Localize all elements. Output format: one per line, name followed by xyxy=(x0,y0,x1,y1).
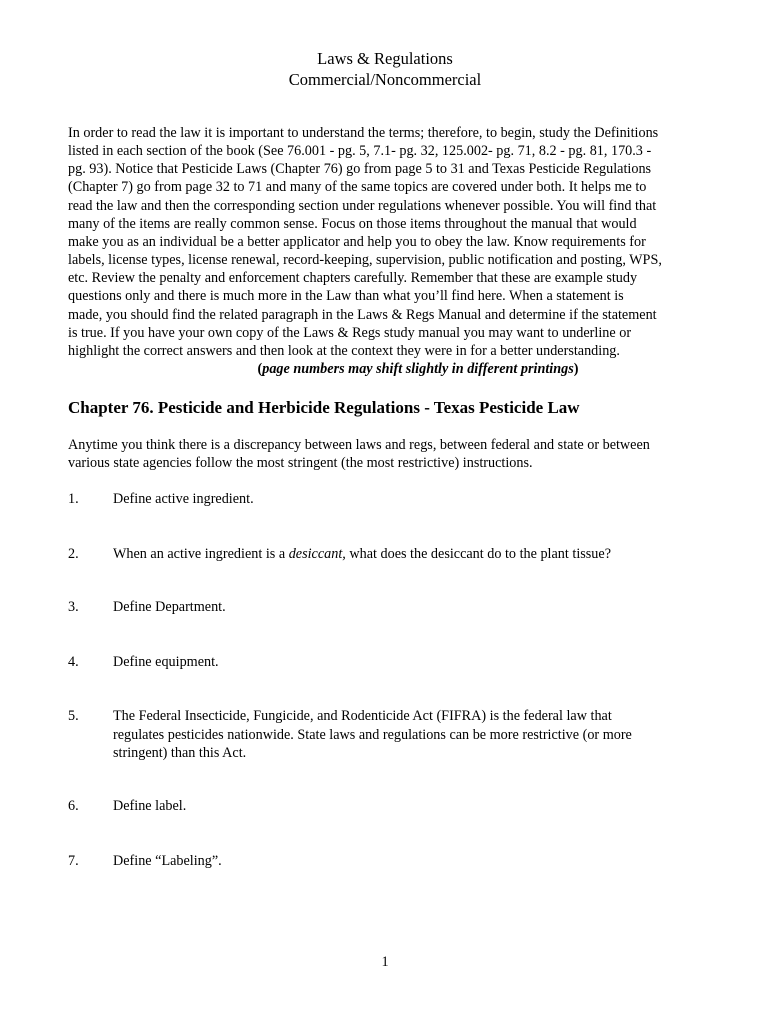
page-number: 1 xyxy=(381,954,389,970)
question-number: 4. xyxy=(68,654,79,670)
intro-line: is true. If you have your own copy of the Laws & Regs study manual you may want to underline or xyxy=(68,324,632,341)
intro-line: labels, license types, license renewal, record-keeping, supervision, public notification and posting, WPS, xyxy=(68,252,662,269)
question-number: 6. xyxy=(68,798,79,814)
stringent-note-line: Anytime you think there is a discrepancy between laws and regs, between federal and state or between xyxy=(68,437,650,453)
question-number: 3. xyxy=(68,599,79,615)
question-number: 2. xyxy=(68,546,79,562)
question-text: The Federal Insecticide, Fungicide, and Rodenticide Act (FIFRA) is the federal law that regulates pesticides nationwide. State laws and regulations can be more restrictive (or more stringent) than this Act. xyxy=(113,708,632,761)
question-text: Define Department. xyxy=(113,599,226,615)
stringent-note xyxy=(68,436,650,472)
intro-line: pg. 93). Notice that Pesticide Laws (Chapter 76) go from page 5 to 31 and Texas Pesticide Regulations xyxy=(68,161,652,178)
question-text: Define equipment. xyxy=(113,654,219,670)
stringent-note-line: various state agencies follow the most stringent (the most restrictive) instructions. xyxy=(68,455,533,472)
question-text: Define “Labeling”. xyxy=(113,853,222,869)
question-text: When an active ingredient is a desiccant, what does the desiccant do to the plant tissue? xyxy=(113,546,611,562)
question-text: Define label. xyxy=(113,798,187,814)
intro-line: make you as an individual be a better applicator and help you to obey the law. Know requirements for xyxy=(68,233,646,250)
intro-paragraph xyxy=(68,124,708,378)
question-number: 7. xyxy=(68,853,79,869)
intro-line: In order to read the law it is important to understand the terms; therefore, to begin, study the Definitions xyxy=(68,125,659,141)
desiccant-term: desiccant, xyxy=(288,546,346,562)
page-number-note-text: page numbers may shift slightly in different printings xyxy=(262,361,574,378)
question-number: 1. xyxy=(68,491,79,507)
intro-line: listed in each section of the book (See 76.001 - pg. 5, 7.1- pg. 32, 125.002- pg. 71, 8.2 - pg. 81, 170.3 - xyxy=(68,143,652,160)
intro-line: etc. Review the penalty and enforcement chapters carefully. Remember that these are example study xyxy=(68,270,638,287)
question-text: Define active ingredient. xyxy=(113,491,254,507)
intro-line: read the law and then the corresponding section under regulations whenever possible. You will find that xyxy=(68,197,657,214)
chapter-heading: Chapter 76. Pesticide and Herbicide Regulations - Texas Pesticide Law xyxy=(68,398,580,417)
intro-line: made, you should find the related paragraph in the Laws & Regs Manual and determine if the statement xyxy=(68,306,657,323)
intro-line: highlight the correct answers and then look at the context they were in for a better understanding. xyxy=(68,342,620,359)
question-number: 5. xyxy=(68,708,79,724)
intro-line: (Chapter 7) go from page 32 to 71 and many of the same topics are covered under both. It helps me to xyxy=(68,179,647,196)
intro-line: many of the items are really common sense. Focus on those items throughout the manual that would xyxy=(68,215,637,232)
document-subtitle: Commercial/Noncommercial xyxy=(288,70,482,89)
document-title: Laws & Regulations xyxy=(317,49,453,68)
page-number-note: (page numbers may shift slightly in different printings) xyxy=(257,361,579,378)
intro-line: questions only and there is much more in the Law than what you’ll find here. When a statement is xyxy=(68,288,624,305)
